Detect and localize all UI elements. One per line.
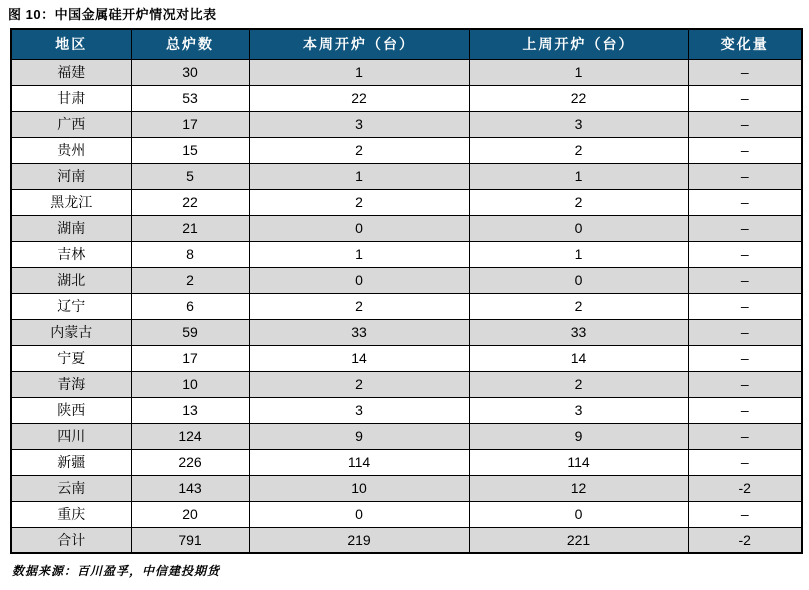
cell-last-week-open: 3 (469, 397, 688, 423)
cell-change: – (688, 371, 802, 397)
cell-total-furnaces: 791 (131, 527, 249, 553)
cell-region: 甘肃 (11, 85, 131, 111)
data-source-note: 数据来源：百川盈孚，中信建投期货 (12, 564, 221, 578)
cell-this-week-open: 1 (249, 241, 469, 267)
cell-change: – (688, 59, 802, 85)
cell-this-week-open: 114 (249, 449, 469, 475)
cell-region: 青海 (11, 371, 131, 397)
table-row (11, 267, 802, 293)
cell-total-furnaces: 5 (131, 163, 249, 189)
cell-total-furnaces: 21 (131, 215, 249, 241)
cell-region: 四川 (11, 423, 131, 449)
cell-this-week-open: 0 (249, 215, 469, 241)
column-header-total-furnaces: 总炉数 (131, 29, 249, 59)
cell-region: 合计 (11, 527, 131, 553)
cell-total-furnaces: 59 (131, 319, 249, 345)
cell-this-week-open: 2 (249, 371, 469, 397)
cell-total-furnaces: 2 (131, 267, 249, 293)
table-row (11, 371, 802, 397)
table-body (11, 59, 802, 553)
cell-total-furnaces: 30 (131, 59, 249, 85)
cell-region: 福建 (11, 59, 131, 85)
cell-this-week-open: 33 (249, 319, 469, 345)
cell-last-week-open: 33 (469, 319, 688, 345)
column-header-region: 地区 (11, 29, 131, 59)
cell-change: – (688, 267, 802, 293)
cell-region: 新疆 (11, 449, 131, 475)
cell-total-furnaces: 22 (131, 189, 249, 215)
table-row (11, 475, 802, 501)
cell-region: 辽宁 (11, 293, 131, 319)
cell-this-week-open: 10 (249, 475, 469, 501)
cell-total-furnaces: 15 (131, 137, 249, 163)
cell-total-furnaces: 20 (131, 501, 249, 527)
table-row (11, 293, 802, 319)
cell-this-week-open: 2 (249, 137, 469, 163)
table-row (11, 241, 802, 267)
cell-last-week-open: 0 (469, 267, 688, 293)
cell-this-week-open: 1 (249, 163, 469, 189)
cell-total-furnaces: 17 (131, 111, 249, 137)
cell-this-week-open: 0 (249, 501, 469, 527)
table-row (11, 423, 802, 449)
cell-total-furnaces: 226 (131, 449, 249, 475)
cell-region: 湖南 (11, 215, 131, 241)
cell-change: – (688, 293, 802, 319)
cell-last-week-open: 9 (469, 423, 688, 449)
cell-last-week-open: 221 (469, 527, 688, 553)
cell-this-week-open: 3 (249, 111, 469, 137)
cell-change: – (688, 215, 802, 241)
cell-this-week-open: 2 (249, 293, 469, 319)
column-header-last-week-open: 上周开炉（台） (469, 29, 688, 59)
table-row (11, 449, 802, 475)
cell-change: – (688, 85, 802, 111)
cell-region: 湖北 (11, 267, 131, 293)
cell-region: 重庆 (11, 501, 131, 527)
figure-title: 图 10：中国金属硅开炉情况对比表 (8, 7, 217, 22)
table-row (11, 345, 802, 371)
cell-total-furnaces: 17 (131, 345, 249, 371)
cell-region: 云南 (11, 475, 131, 501)
cell-total-furnaces: 6 (131, 293, 249, 319)
table-row (11, 189, 802, 215)
cell-last-week-open: 2 (469, 293, 688, 319)
cell-change: – (688, 241, 802, 267)
cell-region: 广西 (11, 111, 131, 137)
cell-change: -2 (688, 527, 802, 553)
cell-change: – (688, 163, 802, 189)
cell-last-week-open: 3 (469, 111, 688, 137)
cell-change: – (688, 111, 802, 137)
cell-total-furnaces: 124 (131, 423, 249, 449)
cell-change: – (688, 423, 802, 449)
table-row (11, 59, 802, 85)
cell-this-week-open: 14 (249, 345, 469, 371)
cell-last-week-open: 1 (469, 163, 688, 189)
table-row (11, 111, 802, 137)
table-row (11, 501, 802, 527)
cell-last-week-open: 2 (469, 137, 688, 163)
cell-this-week-open: 1 (249, 59, 469, 85)
cell-this-week-open: 3 (249, 397, 469, 423)
cell-total-furnaces: 10 (131, 371, 249, 397)
cell-total-furnaces: 143 (131, 475, 249, 501)
cell-last-week-open: 114 (469, 449, 688, 475)
cell-last-week-open: 2 (469, 189, 688, 215)
table-row (11, 215, 802, 241)
cell-total-furnaces: 13 (131, 397, 249, 423)
cell-region: 宁夏 (11, 345, 131, 371)
cell-last-week-open: 12 (469, 475, 688, 501)
cell-region: 河南 (11, 163, 131, 189)
cell-change: – (688, 501, 802, 527)
cell-change: – (688, 345, 802, 371)
cell-this-week-open: 22 (249, 85, 469, 111)
table-row-total (11, 527, 802, 553)
cell-change: – (688, 397, 802, 423)
cell-region: 黑龙江 (11, 189, 131, 215)
cell-last-week-open: 22 (469, 85, 688, 111)
table-header-row (11, 29, 802, 59)
cell-this-week-open: 9 (249, 423, 469, 449)
column-header-change: 变化量 (688, 29, 802, 59)
cell-this-week-open: 2 (249, 189, 469, 215)
column-header-this-week-open: 本周开炉（台） (249, 29, 469, 59)
cell-last-week-open: 0 (469, 501, 688, 527)
table-row (11, 163, 802, 189)
cell-total-furnaces: 53 (131, 85, 249, 111)
cell-last-week-open: 2 (469, 371, 688, 397)
cell-region: 贵州 (11, 137, 131, 163)
cell-last-week-open: 14 (469, 345, 688, 371)
table-row (11, 397, 802, 423)
cell-this-week-open: 219 (249, 527, 469, 553)
table-row (11, 319, 802, 345)
cell-change: – (688, 137, 802, 163)
table-header (11, 29, 802, 59)
cell-this-week-open: 0 (249, 267, 469, 293)
cell-last-week-open: 0 (469, 215, 688, 241)
table-row (11, 85, 802, 111)
cell-last-week-open: 1 (469, 241, 688, 267)
cell-last-week-open: 1 (469, 59, 688, 85)
cell-change: – (688, 319, 802, 345)
cell-change: – (688, 449, 802, 475)
cell-region: 吉林 (11, 241, 131, 267)
cell-change: – (688, 189, 802, 215)
cell-region: 陕西 (11, 397, 131, 423)
cell-change: -2 (688, 475, 802, 501)
cell-total-furnaces: 8 (131, 241, 249, 267)
cell-region: 内蒙古 (11, 319, 131, 345)
furnace-comparison-table (10, 28, 803, 554)
table-row (11, 137, 802, 163)
